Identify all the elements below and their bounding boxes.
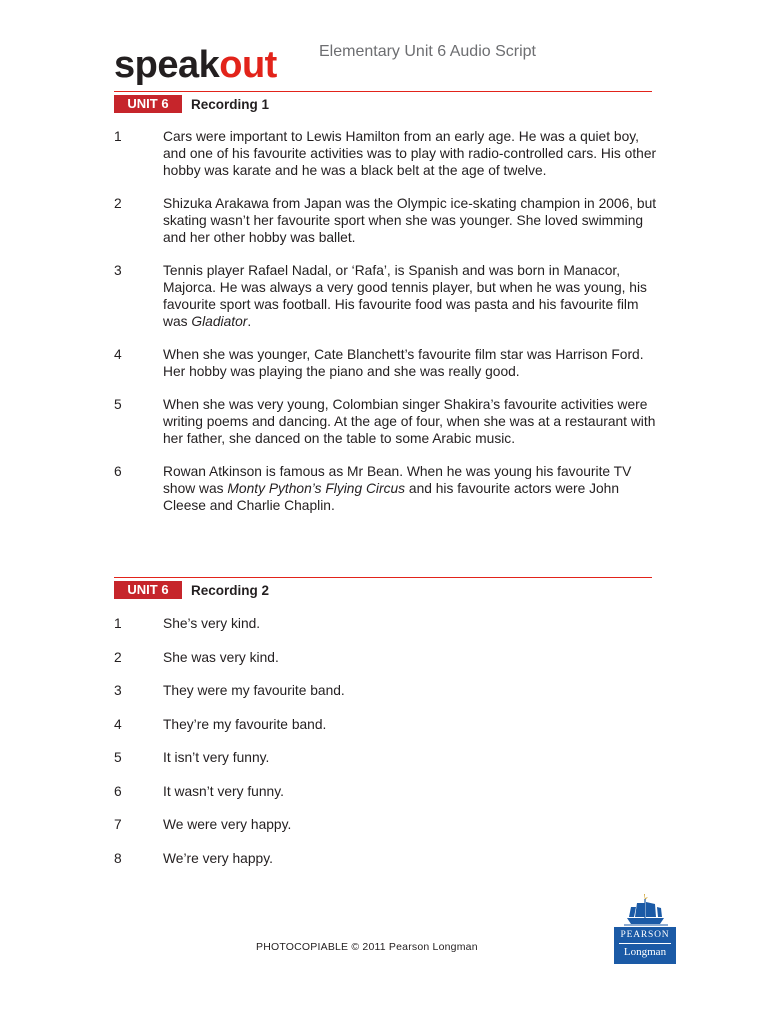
list-item [114,850,659,867]
item-number: 5 [114,750,122,765]
item-number: 1 [114,616,122,631]
logo-speak-text: speak [114,44,220,86]
item-text: Cars were important to Lewis Hamilton from an early age. He was a quiet boy, and one of his favourite activities was to play with radio-controlled cars. His other hobby was karate and he was a black belt at the age of twelve. [163,129,657,178]
tv-show-title: Monty Python’s Flying Circus [227,481,406,496]
item-number: 7 [114,817,122,832]
item-text: It wasn’t very funny. [163,783,284,799]
item-text: She’s very kind. [163,616,261,631]
list-item [114,615,659,632]
item-text: When she was younger, Cate Blanchett’s favourite film star was Harrison Ford. Her hobby was playing the piano and she was really good. [163,347,644,379]
item-number: 3 [114,683,122,698]
item-text [163,463,659,514]
recording-title: Recording 2 [191,582,270,598]
item-text-part: Tennis player Rafael Nadal, or ‘Rafa’, is Spanish and was born in Manacor, Majorca. He was always a very good tennis player, but when he was young, his favourite sport was football. His favourite food was pasta and his favourite film was [163,263,647,329]
list-item [114,716,659,733]
item-number: 2 [114,649,122,665]
speakout-logo [114,46,277,85]
item-text: It isn’t very funny. [163,750,270,765]
pearson-ship-icon [614,893,676,927]
item-number: 3 [114,263,122,278]
header-divider [114,91,652,92]
list-item [114,649,659,666]
recording-title: Recording 1 [191,96,270,112]
list-item [114,463,659,514]
item-text: When she was very young, Colombian singer Shakira’s favourite activities were writing poems and dancing. At the age of four, when she was at a restaurant with her father, she danced on the table to some Arabic music. [163,397,656,446]
longman-wordmark: Longman [623,946,667,958]
section-heading-recording-2 [114,580,269,600]
item-number: 4 [114,716,122,732]
item-text: She was very kind. [163,649,279,665]
item-text-part: . [247,314,252,329]
list-item [114,749,659,766]
film-title: Gladiator [191,314,248,329]
item-text-part: Rowan Atkinson is famous as Mr Bean. When he was young his favourite TV show was [163,464,632,496]
item-text: They were my favourite band. [163,683,345,698]
list-item [114,682,659,699]
unit-badge: UNIT 6 [114,95,182,113]
section-divider [114,577,652,578]
pearson-wordmark: PEARSON [620,930,670,940]
item-number: 8 [114,850,122,866]
item-text: We’re very happy. [163,850,273,866]
item-text: Shizuka Arakawa from Japan was the Olympic ice-skating champion in 2006, but skating wasn’t her favourite sport when she was younger. She loved swimming and her other hobby was ballet. [163,196,657,245]
list-item [114,816,659,833]
item-number: 5 [114,397,122,412]
list-item [114,396,659,447]
list-item [114,783,659,800]
item-number: 2 [114,196,122,211]
item-number: 6 [114,783,122,799]
item-number: 4 [114,347,122,362]
item-text-part: and his favourite actors were John Cleese and Charlie Chaplin. [163,481,620,513]
logo-out-text: out [219,44,277,86]
list-item [114,262,659,330]
list-item [114,346,659,380]
pearson-longman-logo [614,893,676,964]
item-number: 6 [114,464,122,479]
recording-2-list [114,615,659,883]
unit-badge: UNIT 6 [114,581,182,599]
recording-1-list [114,128,659,530]
item-text: They’re my favourite band. [163,716,327,732]
section-heading-recording-1 [114,94,269,114]
item-number: 1 [114,129,122,144]
item-text [163,262,659,330]
list-item [114,195,659,246]
list-item [114,128,659,179]
pearson-wordmark-box [614,927,676,964]
footer-copyright: PHOTOCOPIABLE © 2011 Pearson Longman [256,941,478,953]
pearson-divider [619,943,671,944]
document-title: Elementary Unit 6 Audio Script [319,43,536,60]
item-text: We were very happy. [163,817,292,832]
